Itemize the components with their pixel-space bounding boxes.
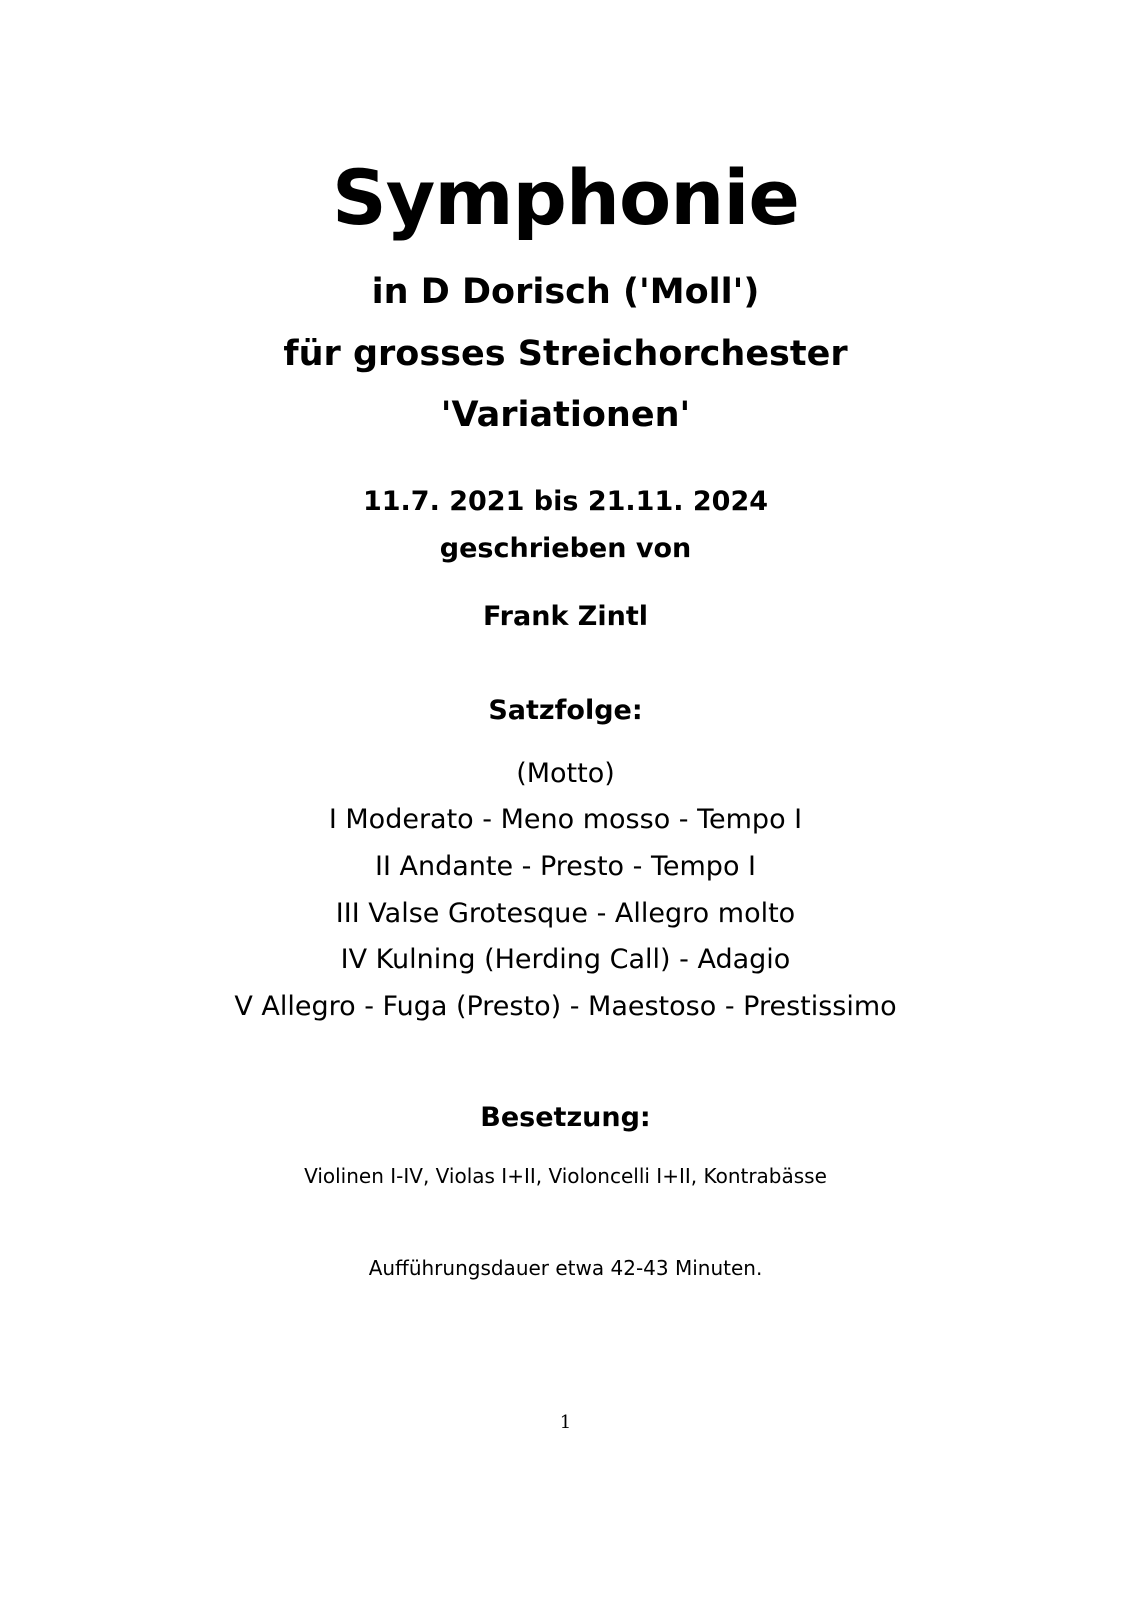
subtitle-key: in D Dorisch ('Moll') xyxy=(371,272,760,312)
movement-item: III Valse Grotesque - Allegro molto xyxy=(335,898,796,929)
written-by-label: geschrieben von xyxy=(439,533,692,564)
movement-item: IV Kulning (Herding Call) - Adagio xyxy=(340,944,791,975)
scoring-heading: Besetzung: xyxy=(480,1102,651,1133)
page-title: Symphonie xyxy=(332,153,799,242)
scoring-instruments: Violinen I-IV, Violas I+II, Violoncelli I+II, Kontrabässe xyxy=(304,1164,827,1188)
movements-heading: Satzfolge: xyxy=(488,695,643,726)
movement-item: (Motto) xyxy=(516,758,615,789)
page-number: 1 xyxy=(559,1412,572,1433)
movement-item: I Moderato - Meno mosso - Tempo I xyxy=(328,804,803,835)
composer-name: Frank Zintl xyxy=(482,601,649,632)
subtitle-nickname: 'Variationen' xyxy=(440,395,691,435)
performance-duration: Aufführungsdauer etwa 42-43 Minuten. xyxy=(368,1256,763,1280)
subtitle-instrumentation: für grosses Streichorchester xyxy=(283,334,848,374)
composition-dates: 11.7. 2021 bis 21.11. 2024 xyxy=(362,486,769,517)
movement-item: II Andante - Presto - Tempo I xyxy=(374,851,757,882)
movement-item: V Allegro - Fuga (Presto) - Maestoso - Prestissimo xyxy=(234,991,897,1022)
